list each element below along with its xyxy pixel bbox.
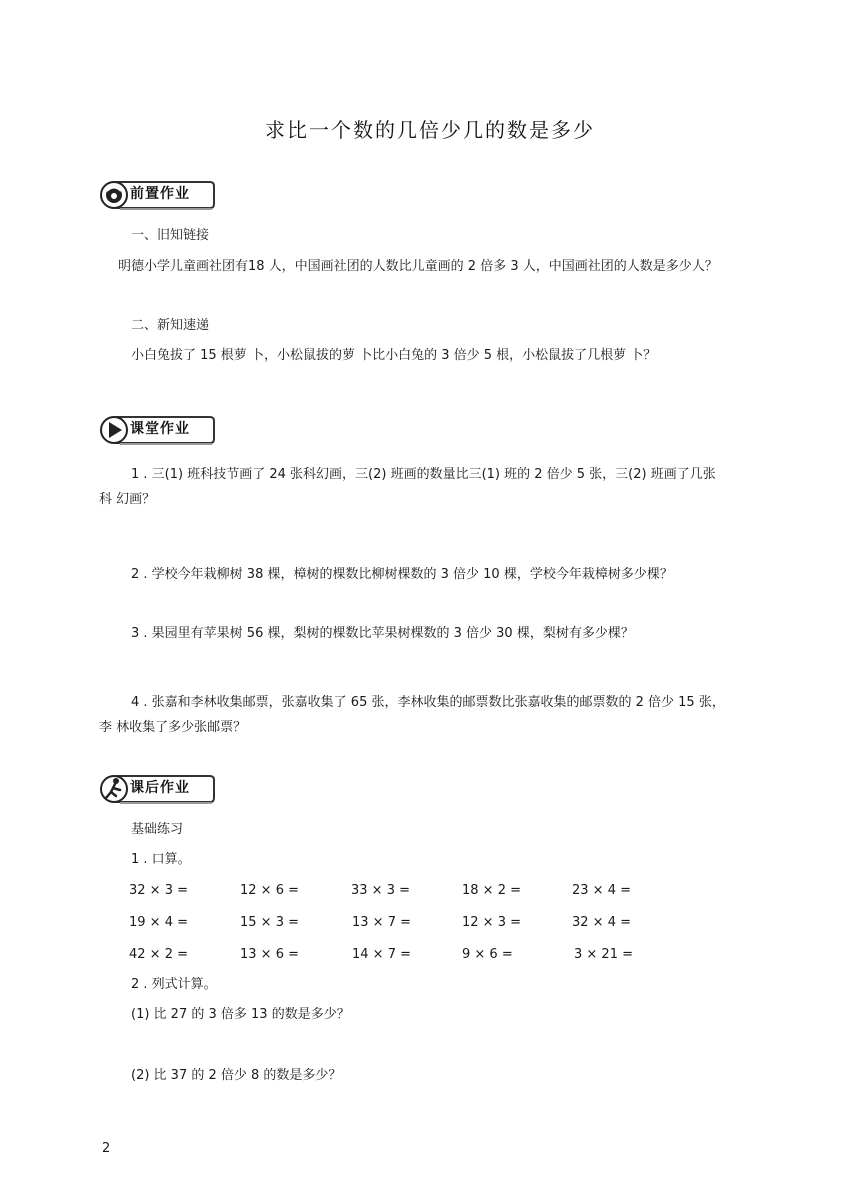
after-question-2-part-2: (2) 比 37 的 2 倍少 8 的数是多少？ (131, 1068, 342, 1083)
after-basic-heading: 基础练习 (131, 822, 184, 837)
class-question-4-line-1: 4 . 张嘉和李林收集邮票，张嘉收集了 65 张，李林收集的邮票数比张嘉收集的邮票数的 2 倍少 15 张， (131, 695, 725, 710)
pre-heading-1: 一、旧知链接 (131, 228, 210, 243)
calc-r2-c2: 15 × 3 = (240, 915, 299, 930)
pre-paragraph-1: 明德小学儿童画社团有18 人，中国画社团的人数比儿童画的 2 倍多 3 人，中国画社团的人数是多少人？ (118, 259, 718, 274)
calc-r1-c3: 33 × 3 = (351, 883, 410, 898)
calc-r1-c5: 23 × 4 = (572, 883, 631, 898)
calc-r3-c3: 14 × 7 = (352, 947, 411, 962)
calc-r3-c4: 9 × 6 = (462, 947, 513, 962)
calc-r2-c3: 13 × 7 = (352, 915, 411, 930)
calc-r1-c2: 12 × 6 = (240, 883, 299, 898)
class-question-1-line-2: 科 幻画？ (99, 492, 156, 507)
class-question-1-line-1: 1 . 三(1) 班科技节画了 24 张科幻画，三(2) 班画的数量比三(1) 班的 2 倍少 5 张，三(2) 班画了几张 (131, 467, 716, 482)
calc-r1-c4: 18 × 2 = (462, 883, 521, 898)
calc-r2-c1: 19 × 4 = (129, 915, 188, 930)
calc-r2-c4: 12 × 3 = (462, 915, 521, 930)
class-question-3: 3 . 果园里有苹果树 56 棵，梨树的棵数比苹果树棵数的 3 倍少 30 棵，梨树有多少棵？ (131, 626, 634, 641)
page-title: 求比一个数的几倍少几的数是多少 (265, 118, 595, 142)
calc-r1-c1: 32 × 3 = (129, 883, 188, 898)
badge-pre-label: 前置作业 (130, 186, 190, 202)
after-question-2-part-1: (1) 比 27 的 3 倍多 13 的数是多少？ (131, 1007, 350, 1022)
page-number: 2 (102, 1141, 111, 1156)
section-badge-class (98, 413, 220, 447)
calc-r3-c1: 42 × 2 = (129, 947, 188, 962)
section-badge-after (98, 772, 220, 806)
after-question-2: 2 . 列式计算。 (131, 977, 217, 992)
pre-paragraph-2: 小白兔拔了 15 根萝 卜，小松鼠拔的萝 卜比小白兔的 3 倍少 5 根，小松鼠拔了几根萝 卜？ (131, 348, 657, 363)
section-badge-pre (98, 178, 220, 212)
calc-r2-c5: 32 × 4 = (572, 915, 631, 930)
after-question-1: 1 . 口算。 (131, 852, 191, 867)
badge-after-label: 课后作业 (130, 780, 190, 796)
calc-r3-c5: 3 × 21 = (574, 947, 633, 962)
class-question-4-line-2: 李 林收集了多少张邮票？ (99, 720, 247, 735)
pre-heading-2: 二、新知速递 (131, 318, 210, 333)
calc-r3-c2: 13 × 6 = (240, 947, 299, 962)
class-question-2: 2 . 学校今年栽柳树 38 棵，樟树的棵数比柳树棵数的 3 倍少 10 棵，学校今年栽樟树多少棵？ (131, 567, 673, 582)
badge-class-label: 课堂作业 (130, 421, 190, 437)
